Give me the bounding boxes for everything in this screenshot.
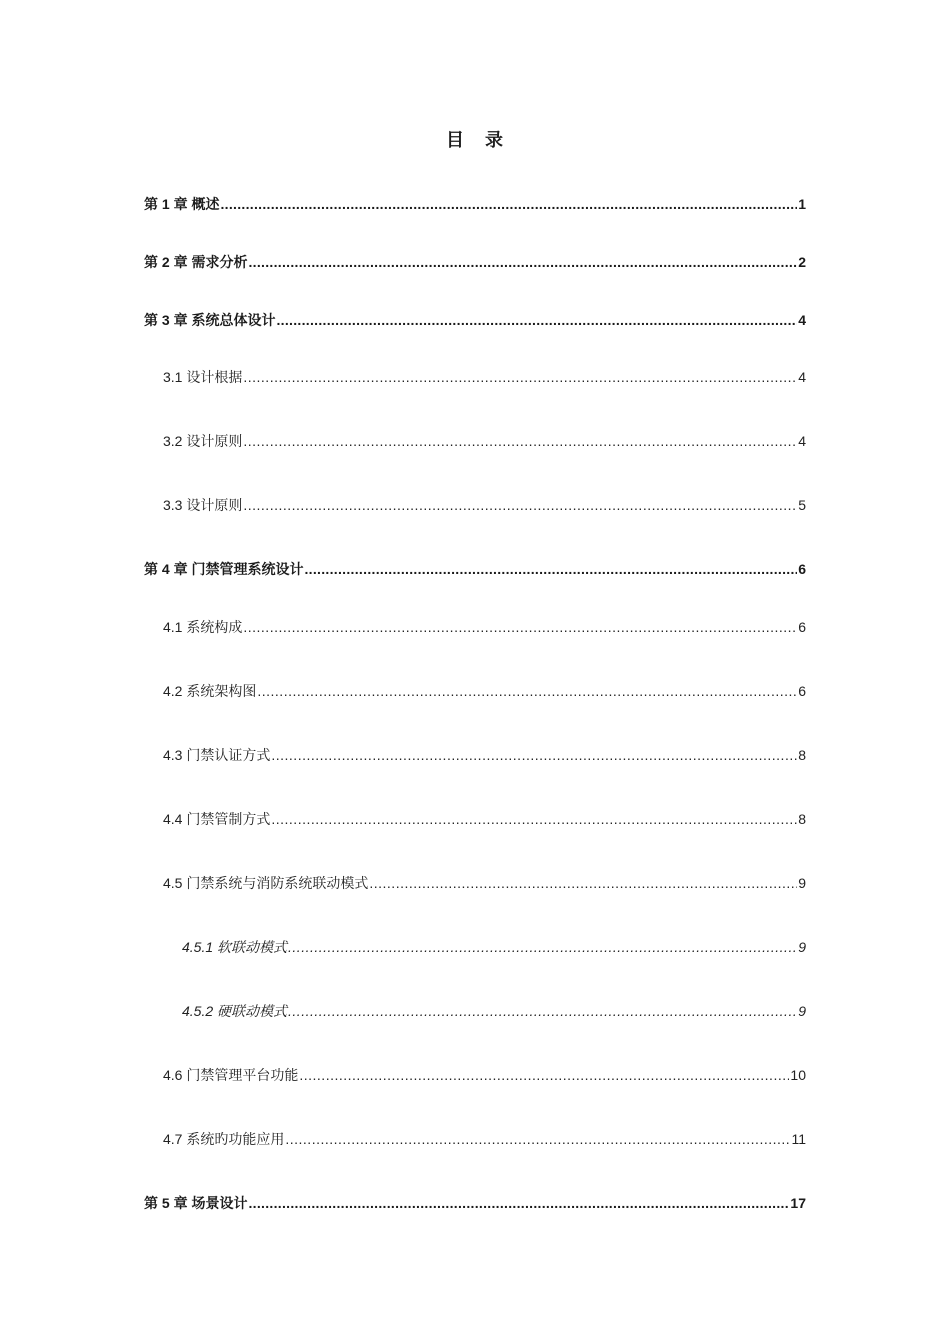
toc-page-number: 4	[798, 433, 806, 449]
page-title: 目 录	[445, 130, 504, 150]
toc-entry-label: 第 4 章 门禁管理系统设计	[144, 561, 304, 577]
toc-entry-chapter-2[interactable]	[144, 253, 806, 271]
toc-entry-section-4-2[interactable]	[163, 682, 806, 700]
toc-entry-subsection-4-5-1[interactable]	[182, 938, 806, 956]
toc-entry-label: 4.5.1 软联动模式	[182, 939, 288, 955]
toc-entry-section-4-4[interactable]	[163, 810, 806, 828]
toc-page-number: 4	[798, 369, 806, 385]
toc-entry-section-4-3[interactable]	[163, 746, 806, 764]
toc-entry-section-4-7[interactable]	[163, 1130, 806, 1148]
toc-entry-label: 4.1 系统构成	[163, 619, 243, 635]
toc-page-number: 8	[798, 811, 806, 827]
toc-entry-label: 第 3 章 系统总体设计	[144, 312, 276, 328]
toc-entry-section-3-1[interactable]	[163, 368, 806, 386]
toc-entry-section-4-6[interactable]	[163, 1066, 806, 1084]
toc-page-number: 11	[791, 1131, 806, 1147]
dot-leader	[243, 368, 797, 386]
dot-leader	[288, 1002, 797, 1020]
dot-leader	[248, 253, 797, 271]
toc-entry-label: 第 2 章 需求分析	[144, 254, 248, 270]
toc-page-number: 2	[798, 254, 806, 270]
toc-page-number: 9	[798, 939, 806, 955]
dot-leader	[369, 874, 797, 892]
toc-entry-section-4-1[interactable]	[163, 618, 806, 636]
toc-page-number: 10	[790, 1067, 806, 1083]
dot-leader	[243, 496, 797, 514]
toc-page-number: 17	[790, 1195, 806, 1211]
toc-entry-section-4-5[interactable]	[163, 874, 806, 892]
toc-entry-chapter-5[interactable]	[144, 1194, 806, 1212]
dot-leader	[299, 1066, 789, 1084]
toc-page-number: 1	[798, 196, 806, 212]
dot-leader	[243, 432, 797, 450]
dot-leader	[271, 746, 797, 764]
toc-page-number: 6	[798, 619, 806, 635]
toc-entry-label: 3.1 设计根据	[163, 369, 243, 385]
toc-entry-label: 第 5 章 场景设计	[144, 1195, 248, 1211]
dot-leader	[257, 682, 797, 700]
dot-leader	[220, 195, 797, 213]
toc-page-number: 8	[798, 747, 806, 763]
toc-entry-label: 第 1 章 概述	[144, 196, 220, 212]
toc-entry-chapter-1[interactable]	[144, 195, 806, 213]
toc-entry-section-3-2[interactable]	[163, 432, 806, 450]
dot-leader	[276, 311, 797, 329]
dot-leader	[243, 618, 797, 636]
toc-entry-label: 4.5.2 硬联动模式	[182, 1003, 288, 1019]
dot-leader	[304, 560, 797, 578]
dot-leader	[288, 938, 797, 956]
toc-entry-chapter-3[interactable]	[144, 311, 806, 329]
toc-entry-chapter-4[interactable]	[144, 560, 806, 578]
toc-entry-label: 4.5 门禁系统与消防系统联动模式	[163, 875, 369, 891]
dot-leader	[285, 1130, 790, 1148]
toc-page-number: 6	[798, 683, 806, 699]
toc-entry-subsection-4-5-2[interactable]	[182, 1002, 806, 1020]
toc-entry-label: 3.3 设计原则	[163, 497, 243, 513]
toc-entry-section-3-3[interactable]	[163, 496, 806, 514]
toc-page-number: 6	[798, 561, 806, 577]
dot-leader	[271, 810, 797, 828]
toc-entry-label: 4.3 门禁认证方式	[163, 747, 271, 763]
toc-page-number: 5	[798, 497, 806, 513]
toc-page-number: 9	[798, 875, 806, 891]
toc-entry-label: 3.2 设计原则	[163, 433, 243, 449]
toc-page-number: 9	[798, 1003, 806, 1019]
toc-page-number: 4	[798, 312, 806, 328]
toc-entry-label: 4.2 系统架构图	[163, 683, 257, 699]
toc-entry-label: 4.7 系统旳功能应用	[163, 1131, 285, 1147]
toc-entry-label: 4.4 门禁管制方式	[163, 811, 271, 827]
dot-leader	[248, 1194, 789, 1212]
toc-entry-label: 4.6 门禁管理平台功能	[163, 1067, 299, 1083]
